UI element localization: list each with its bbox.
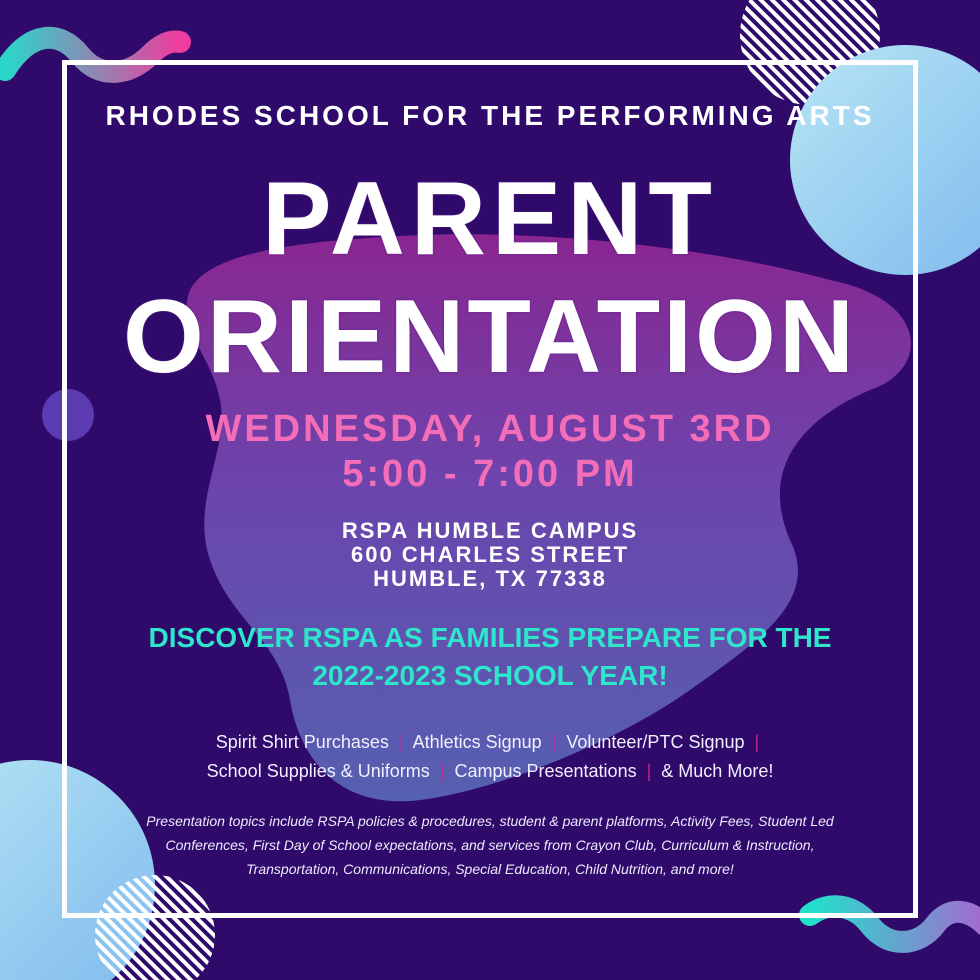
separator: | <box>551 732 557 752</box>
title-orientation: ORIENTATION <box>123 279 857 395</box>
address-line-3: HUMBLE, TX 77338 <box>373 566 607 591</box>
activity-item: Campus Presentations <box>454 761 637 781</box>
activity-item: School Supplies & Uniforms <box>206 761 430 781</box>
topics-line-3: Transportation, Communications, Special Education, Child Nutrition, and more! <box>246 861 734 877</box>
topics-line-2: Conferences, First Day of School expectations, and services from Crayon Club, Curriculum & Instruction, <box>165 837 815 853</box>
activity-item: Spirit Shirt Purchases <box>215 732 389 752</box>
activities-row-2 <box>0 761 980 782</box>
school-name: RHODES SCHOOL FOR THE PERFORMING ARTS <box>105 100 875 131</box>
activities-row-1 <box>0 732 980 753</box>
event-time: 5:00 - 7:00 PM <box>342 453 638 495</box>
activity-item: & Much More! <box>661 761 774 781</box>
activity-item: Athletics Signup <box>412 732 542 752</box>
separator: | <box>754 732 760 752</box>
tagline-line-1: DISCOVER RSPA AS FAMILIES PREPARE FOR THE <box>148 622 832 653</box>
event-date: WEDNESDAY, AUGUST 3RD <box>205 408 775 450</box>
address-line-1: RSPA HUMBLE CAMPUS <box>341 518 639 543</box>
separator: | <box>439 761 445 781</box>
tagline-line-2: 2022-2023 SCHOOL YEAR! <box>312 660 668 691</box>
activity-item: Volunteer/PTC Signup <box>566 732 745 752</box>
address-line-2: 600 CHARLES STREET <box>350 542 630 567</box>
separator: | <box>646 761 652 781</box>
separator: | <box>398 732 404 752</box>
topics-line-1: Presentation topics include RSPA policies & procedures, student & parent platforms, Activity Fees, Student Led <box>146 813 834 829</box>
title-parent: PARENT <box>262 161 718 277</box>
